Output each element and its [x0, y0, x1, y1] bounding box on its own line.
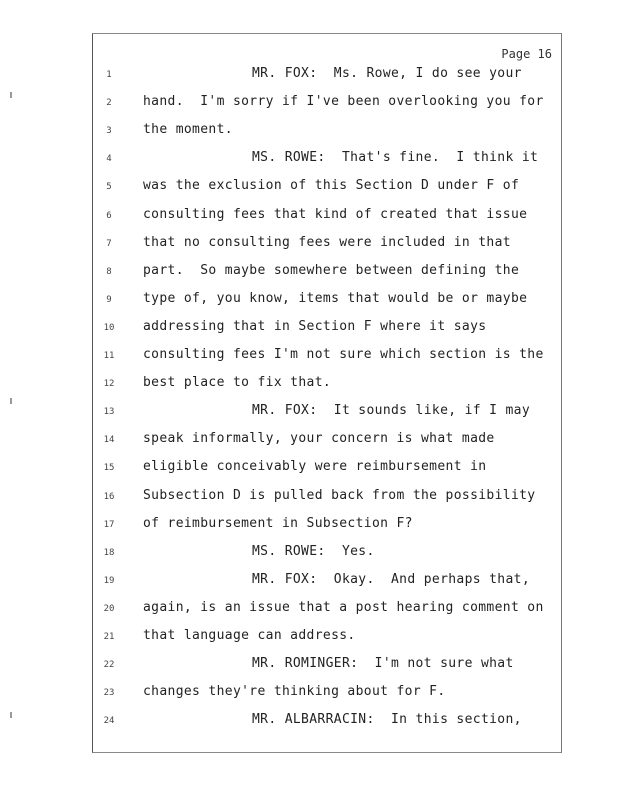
line-number: 20	[103, 603, 115, 614]
line-text: that no consulting fees were included in that	[143, 234, 511, 250]
transcript-line	[0, 712, 618, 732]
line-number: 17	[103, 519, 115, 530]
line-text: addressing that in Section F where it says	[143, 318, 487, 334]
transcript-line	[0, 459, 618, 479]
line-text: speak informally, your concern is what made	[143, 431, 495, 447]
line-number: 4	[106, 154, 112, 165]
line-text: MR. FOX: It sounds like, if I may	[252, 403, 531, 419]
transcript-line	[0, 347, 618, 367]
transcript-line	[0, 178, 618, 198]
line-number: 22	[103, 660, 115, 671]
transcript-line	[0, 628, 618, 648]
line-number: 1	[106, 70, 112, 80]
transcript-line	[0, 150, 618, 170]
line-number: 21	[103, 632, 115, 642]
margin-mark	[10, 398, 12, 404]
page-number: Page 16	[501, 47, 552, 61]
transcript-line	[0, 319, 618, 339]
transcript-line	[0, 516, 618, 536]
transcript-line	[0, 66, 618, 86]
transcript-line	[0, 291, 618, 311]
line-number: 12	[103, 379, 115, 390]
line-number: 9	[106, 294, 112, 305]
transcript-line	[0, 488, 618, 508]
margin-mark	[10, 712, 12, 718]
transcript-line	[0, 600, 618, 620]
line-text: eligible conceivably were reimbursement in	[143, 459, 487, 475]
transcript-line	[0, 263, 618, 283]
transcript-line	[0, 544, 618, 564]
line-text: MR. ROMINGER: I'm not sure what	[252, 656, 514, 672]
line-number: 6	[106, 210, 112, 221]
line-number: 14	[103, 435, 115, 446]
transcript-line	[0, 122, 618, 142]
line-number: 2	[106, 98, 112, 109]
transcript-line	[0, 656, 618, 676]
transcript-line	[0, 235, 618, 255]
line-text: type of, you know, items that would be or maybe	[143, 290, 528, 306]
transcript-line	[0, 207, 618, 227]
line-number: 11	[103, 351, 115, 361]
line-text: of reimbursement in Subsection F?	[143, 515, 413, 531]
line-text: consulting fees that kind of created that issue	[143, 206, 528, 222]
line-text: was the exclusion of this Section D under F of	[143, 178, 520, 194]
line-number: 13	[103, 407, 115, 418]
line-number: 19	[103, 575, 115, 586]
line-number: 5	[106, 182, 112, 193]
line-text: part. So maybe somewhere between defining the	[143, 262, 520, 278]
line-text: MR. FOX: Ms. Rowe, I do see your	[252, 66, 522, 81]
line-text: hand. I'm sorry if I've been overlooking you for	[143, 94, 544, 110]
transcript-line	[0, 94, 618, 114]
line-number: 10	[103, 322, 115, 333]
line-text: MR. ALBARRACIN: In this section,	[252, 712, 522, 728]
line-number: 16	[103, 491, 115, 502]
margin-mark	[10, 92, 12, 98]
line-text: Subsection D is pulled back from the possibility	[143, 487, 536, 503]
line-text: that language can address.	[143, 628, 356, 643]
line-number: 18	[103, 547, 115, 558]
line-number: 15	[103, 463, 115, 474]
line-text: consulting fees I'm not sure which section is the	[143, 347, 544, 362]
line-number: 23	[103, 688, 115, 699]
line-number: 24	[103, 716, 115, 727]
transcript-line	[0, 684, 618, 704]
line-text: MS. ROWE: Yes.	[252, 543, 375, 559]
line-text: changes they're thinking about for F.	[143, 684, 446, 700]
transcript-line	[0, 572, 618, 592]
line-number: 7	[106, 238, 112, 249]
line-text: best place to fix that.	[143, 375, 332, 391]
transcript-line	[0, 403, 618, 423]
line-number: 3	[106, 126, 112, 137]
line-text: again, is an issue that a post hearing comment on	[143, 599, 544, 615]
line-text: the moment.	[143, 122, 233, 138]
transcript-line	[0, 375, 618, 395]
line-number: 8	[106, 266, 112, 277]
line-text: MS. ROWE: That's fine. I think it	[252, 150, 539, 166]
line-text: MR. FOX: Okay. And perhaps that,	[252, 571, 531, 587]
transcript-line	[0, 431, 618, 451]
